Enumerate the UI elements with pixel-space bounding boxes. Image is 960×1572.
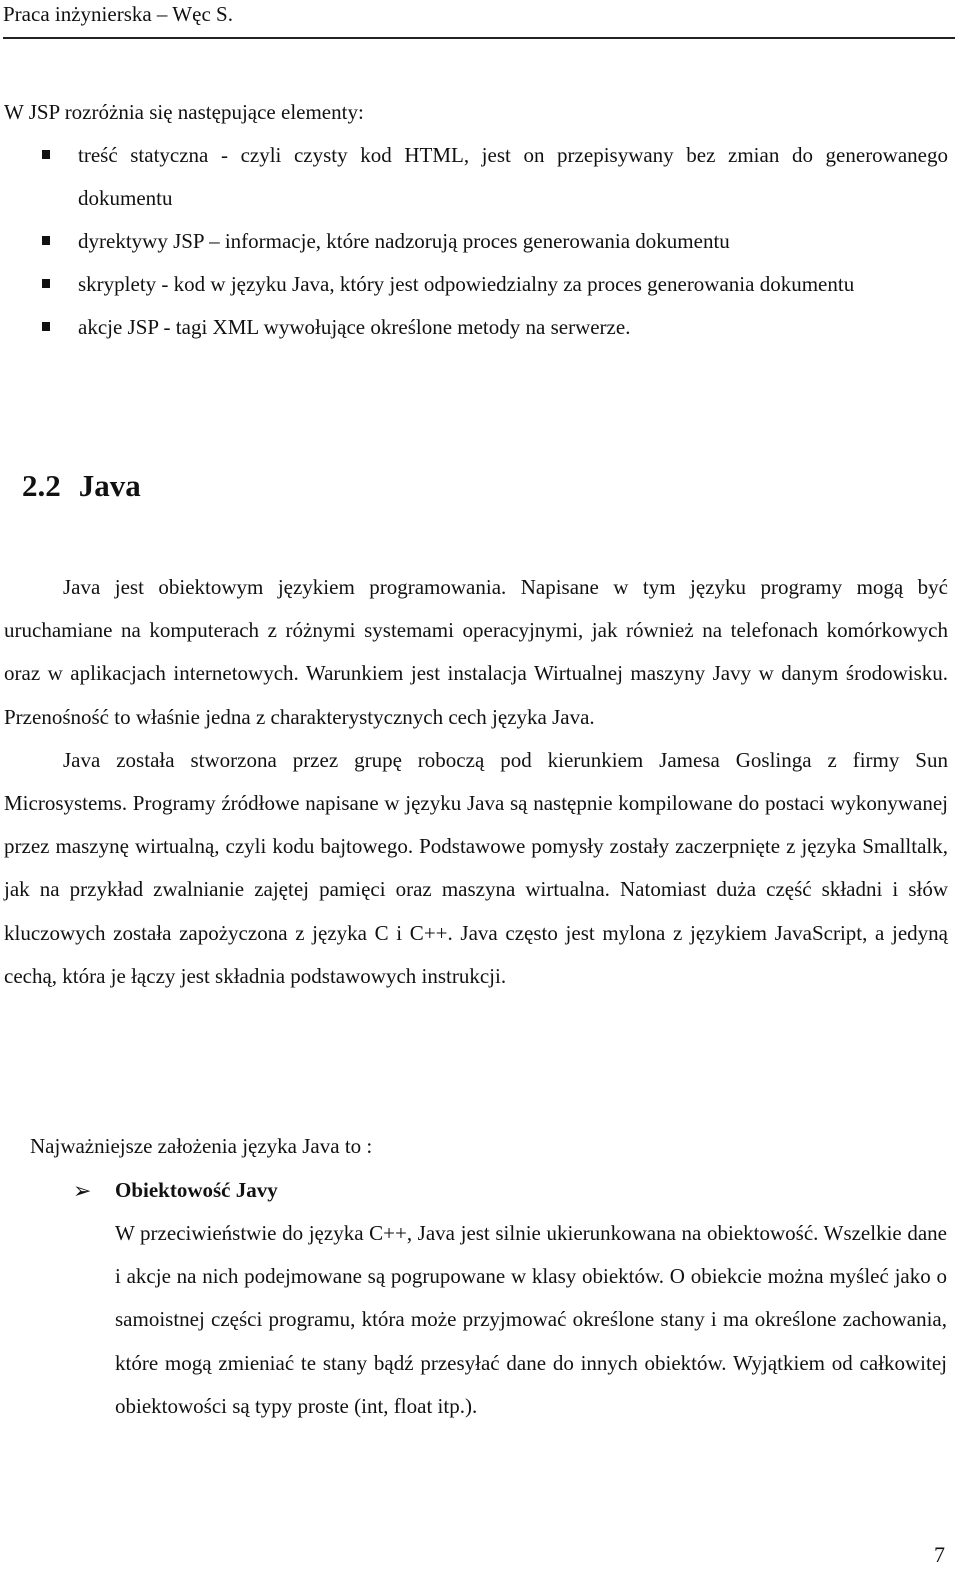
square-bullet-icon xyxy=(42,279,50,288)
list-item-text: treść statyczna - czyli czysty kod HTML, jest on przepisywany bez zmian do generowanego dokumentu xyxy=(78,143,948,210)
square-bullet-icon xyxy=(42,236,50,245)
list-item xyxy=(78,263,948,306)
section-title: Java xyxy=(78,468,141,503)
principle-text: W przeciwieństwie do języka C++, Java jest silnie ukierunkowana na obiektowość. Wszelkie dane i akcje na nich podejmowane są pogrupowane w klasy obiektów. O obiekcie można myśleć jako o samoistnej części programu, która może przyjmować określone stany i ma określone zachowania, które mogą zmieniać te stany bądź przesyłać dane do innych obiektów. Wyjątkiem od całkowitej obiektowości są typy proste (int, float itp.). xyxy=(115,1221,947,1418)
section-heading xyxy=(22,466,141,506)
list-item xyxy=(78,220,948,263)
header-title: Praca inżynierska – Węc S. xyxy=(3,2,233,26)
body-text xyxy=(4,566,948,998)
principles-intro: Najważniejsze założenia języka Java to : xyxy=(30,1134,373,1158)
square-bullet-icon xyxy=(42,322,50,331)
intro-text: W JSP rozróżnia się następujące elementy: xyxy=(4,100,364,124)
principle-item xyxy=(73,1169,947,1428)
bullet-list xyxy=(0,134,960,349)
principles-list xyxy=(0,1169,960,1428)
principle-title: Obiektowość Javy xyxy=(115,1178,278,1202)
section-number: 2.2 xyxy=(22,468,61,503)
page-number: 7 xyxy=(934,1542,945,1567)
page-header xyxy=(3,0,955,39)
list-item-text: dyrektywy JSP – informacje, które nadzorują proces generowania dokumentu xyxy=(78,229,730,253)
paragraph: Java jest obiektowym językiem programowania. Napisane w tym języku programy mogą być uruchamiane na komputerach z różnymi systemami operacyjnymi, jak również na telefonach komórkowych oraz w aplikacjach internetowych. Warunkiem jest instalacja Wirtualnej maszyny Javy w danym środowisku. Przenośność to właśnie jedna z charakterystycznych cech języka Java. xyxy=(4,575,948,729)
list-item-text: skryplety - kod w języku Java, który jest odpowiedzialny za proces generowania dokumentu xyxy=(78,272,855,296)
paragraph: Java została stworzona przez grupę roboczą pod kierunkiem Jamesa Goslinga z firmy Sun Microsystems. Programy źródłowe napisane w języku Java są następnie kompilowane do postaci wykonywanej przez maszynę wirtualną, czyli kodu bajtowego. Podstawowe pomysły zostały zaczerpnięte z języka Smalltalk, jak na przykład zwalnianie zajętej pamięci oraz maszyna wirtualna. Natomiast duża część składni i słów kluczowych została zapożyczona z języka C i C++. Java często jest mylona z językiem JavaScript, a jedyną cechą, która je łączy jest składnia podstawowych instrukcji. xyxy=(4,747,948,988)
list-item-text: akcje JSP - tagi XML wywołujące określone metody na serwerze. xyxy=(78,315,631,339)
arrow-bullet-icon: ➢ xyxy=(73,1179,92,1204)
list-item xyxy=(78,134,948,220)
square-bullet-icon xyxy=(42,150,50,159)
list-item xyxy=(78,306,948,349)
